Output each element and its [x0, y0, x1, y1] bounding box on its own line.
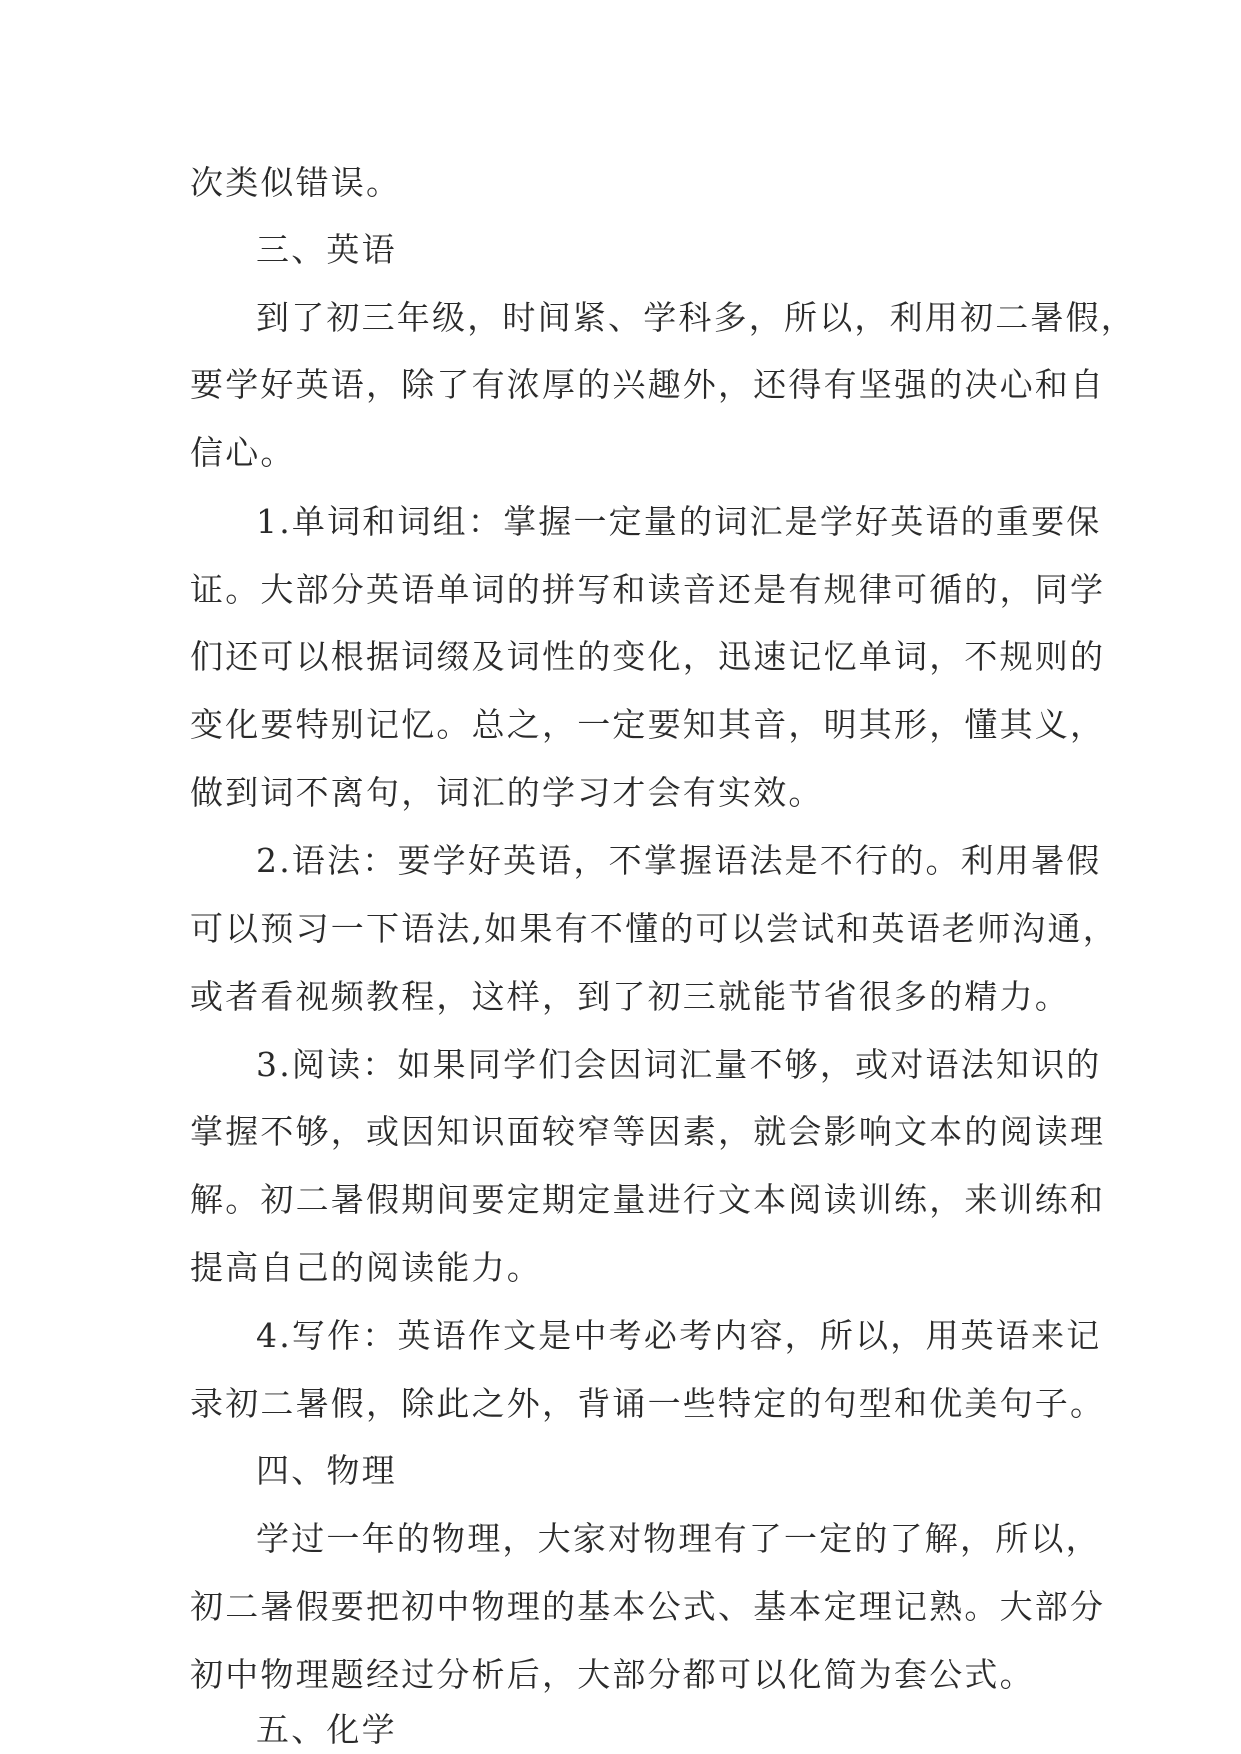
- text-line: 3.阅读：如果同学们会因词汇量不够，或对语法知识的: [256, 1045, 1102, 1084]
- text-line: 初二暑假要把初中物理的基本公式、基本定理记熟。大部分: [190, 1587, 1106, 1626]
- text-line: 4.写作：英语作文是中考必考内容，所以，用英语来记: [256, 1316, 1102, 1355]
- text-line: 学过一年的物理，大家对物理有了一定的了解，所以，: [256, 1519, 1101, 1558]
- text-line: 2.语法：要学好英语，不掌握语法是不行的。利用暑假: [256, 841, 1102, 880]
- text-line: 1.单词和词组：掌握一定量的词汇是学好英语的重要保: [256, 502, 1102, 541]
- text-line: 解。初二暑假期间要定期定量进行文本阅读训练，来训练和: [190, 1180, 1106, 1219]
- text-line: 要学好英语，除了有浓厚的兴趣外，还得有坚强的决心和自: [190, 365, 1106, 404]
- section-heading-chemistry: 五、化学: [256, 1710, 397, 1749]
- text-line: 录初二暑假，除此之外，背诵一些特定的句型和优美句子。: [190, 1384, 1106, 1423]
- text-line: 或者看视频教程，这样，到了初三就能节省很多的精力。: [190, 977, 1070, 1016]
- text-line: 提高自己的阅读能力。: [190, 1248, 542, 1287]
- text-line: 信心。: [190, 433, 296, 472]
- section-heading-english: 三、英语: [256, 230, 397, 269]
- text-line: 初中物理题经过分析后，大部分都可以化简为套公式。: [190, 1655, 1035, 1694]
- text-line: 做到词不离句，词汇的学习才会有实效。: [190, 773, 824, 812]
- text-line: 到了初三年级，时间紧、学科多，所以，利用初二暑假，: [256, 298, 1136, 337]
- text-line: 证。大部分英语单词的拼写和读音还是有规律可循的，同学: [190, 570, 1106, 609]
- text-line: 可以预习一下语法,如果有不懂的可以尝试和英语老师沟通，: [190, 909, 1118, 948]
- text-line: 们还可以根据词缀及词性的变化，迅速记忆单词，不规则的: [190, 637, 1106, 676]
- section-heading-physics: 四、物理: [256, 1451, 397, 1490]
- text-line: 变化要特别记忆。总之，一定要知其音，明其形，懂其义，: [190, 705, 1106, 744]
- text-line: 次类似错误。: [190, 163, 402, 202]
- text-line: 掌握不够，或因知识面较窄等因素，就会影响文本的阅读理: [190, 1112, 1106, 1151]
